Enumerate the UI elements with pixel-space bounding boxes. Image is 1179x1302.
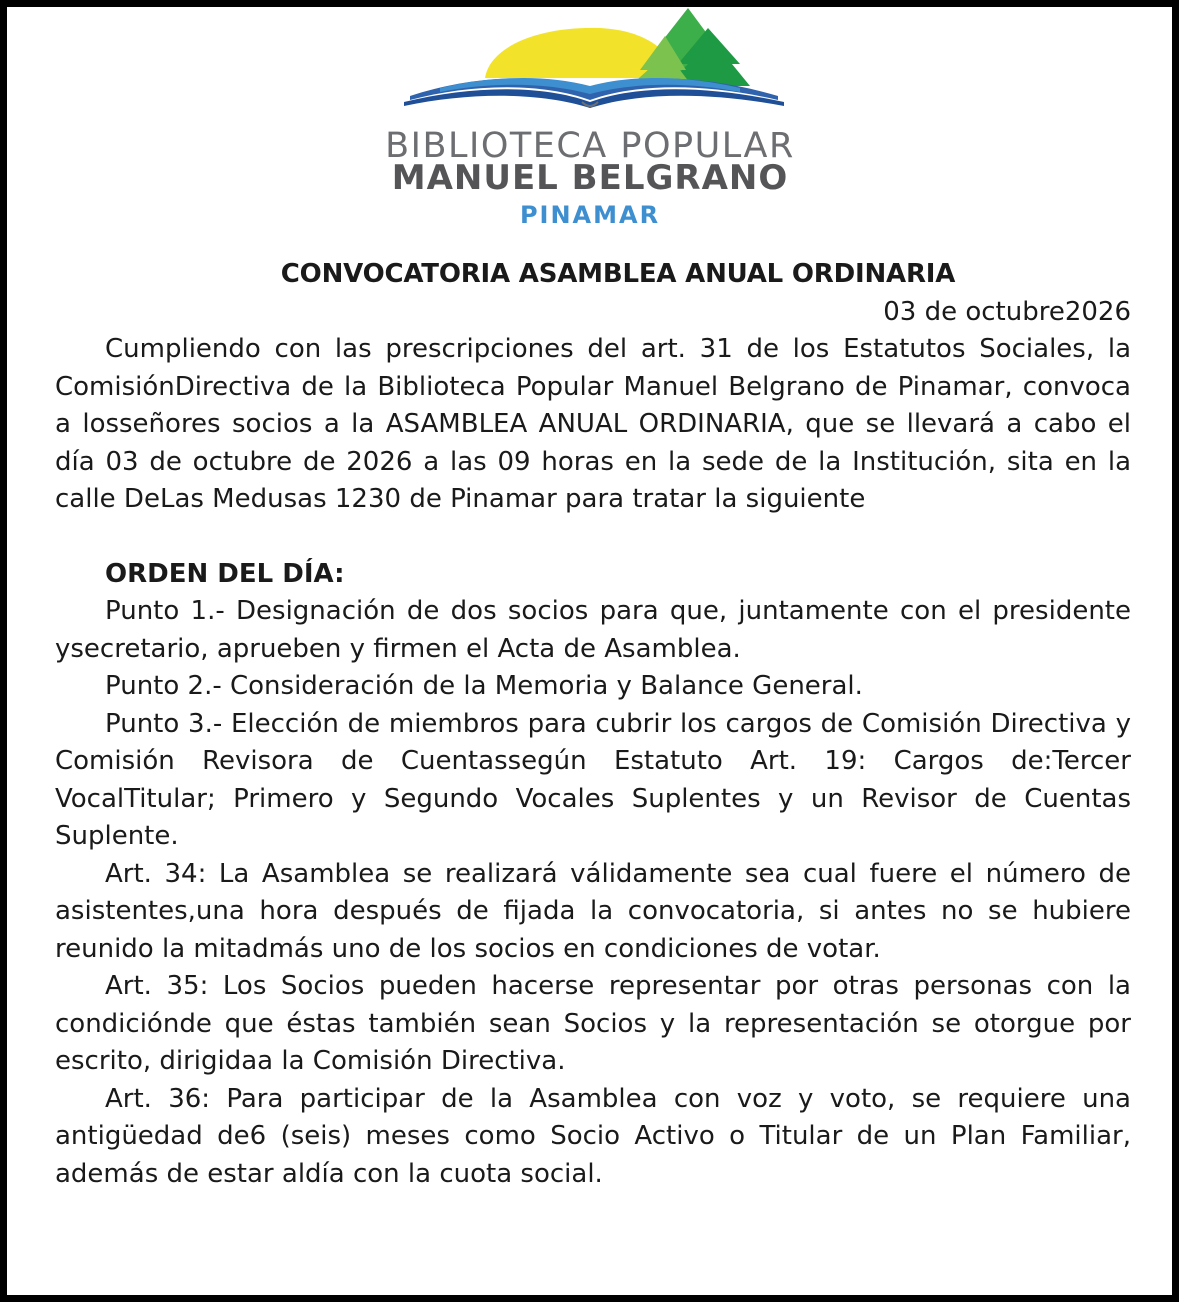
logo-title-line1: BIBLIOTECA POPULAR [385,126,795,166]
logo-city: PINAMAR [519,201,661,229]
book-sun-trees-icon [300,6,880,116]
library-logo [300,6,880,246]
notice-title: CONVOCATORIA ASAMBLEA ANUAL ORDINARIA [280,259,956,289]
article-35: Art. 35: Los Socios pueden hacerse representar por otras personas con la condiciónde que éstas también sean Socios y la representación se otorgue por escrito, dirigidaa la Comisión Directiva. [55,971,1131,1076]
agenda-item-3: Punto 3.- Elección de miembros para cubrir los cargos de Comisión Directiva y Comisión Revisora de Cuentassegún Estatuto Art. 19: Cargos de:Tercer VocalTitular; Primero y Segundo Vocales Suplentes y un Revisor de Cuentas Suplente. [55,708,1131,851]
agenda-heading: ORDEN DEL DÍA: [105,558,345,589]
notice-date: 03 de octubre2026 [883,296,1131,327]
logo-title-line2: MANUEL BELGRANO [391,158,789,198]
agenda-item-1: Punto 1.- Designación de dos socios para que, juntamente con el presidente ysecretario, aprueben y firmen el Acta de Asamblea. [55,596,1131,664]
intro-paragraph: Cumpliendo con las prescripciones del art. 31 de los Estatutos Sociales, la ComisiónDirectiva de la Biblioteca Popular Manuel Belgrano de Pinamar, convoca a losseñores socios a la ASAMBLEA ANUAL ORDINARIA, que se llevará a cabo el día 03 de octubre de 2026 a las 09 horas en la sede de la Institución, sita en la calle DeLas Medusas 1230 de Pinamar para tratar la siguiente [55,334,1131,514]
notice-body [55,256,1131,1193]
agenda-item-2: Punto 2.- Consideración de la Memoria y Balance General. [105,671,863,701]
article-36: Art. 36: Para participar de la Asamblea con voz y voto, se requiere una antigüedad de6 (seis) meses como Socio Activo o Titular de un Plan Familiar, además de estar aldía con la cuota social. [55,1083,1131,1189]
spacer [55,519,1131,556]
article-34: Art. 34: La Asamblea se realizará válidamente sea cual fuere el número de asistentes,una hora después de fijada la convocatoria, si antes no se hubiere reunido la mitadmás uno de los socios en condiciones de votar. [55,858,1131,964]
